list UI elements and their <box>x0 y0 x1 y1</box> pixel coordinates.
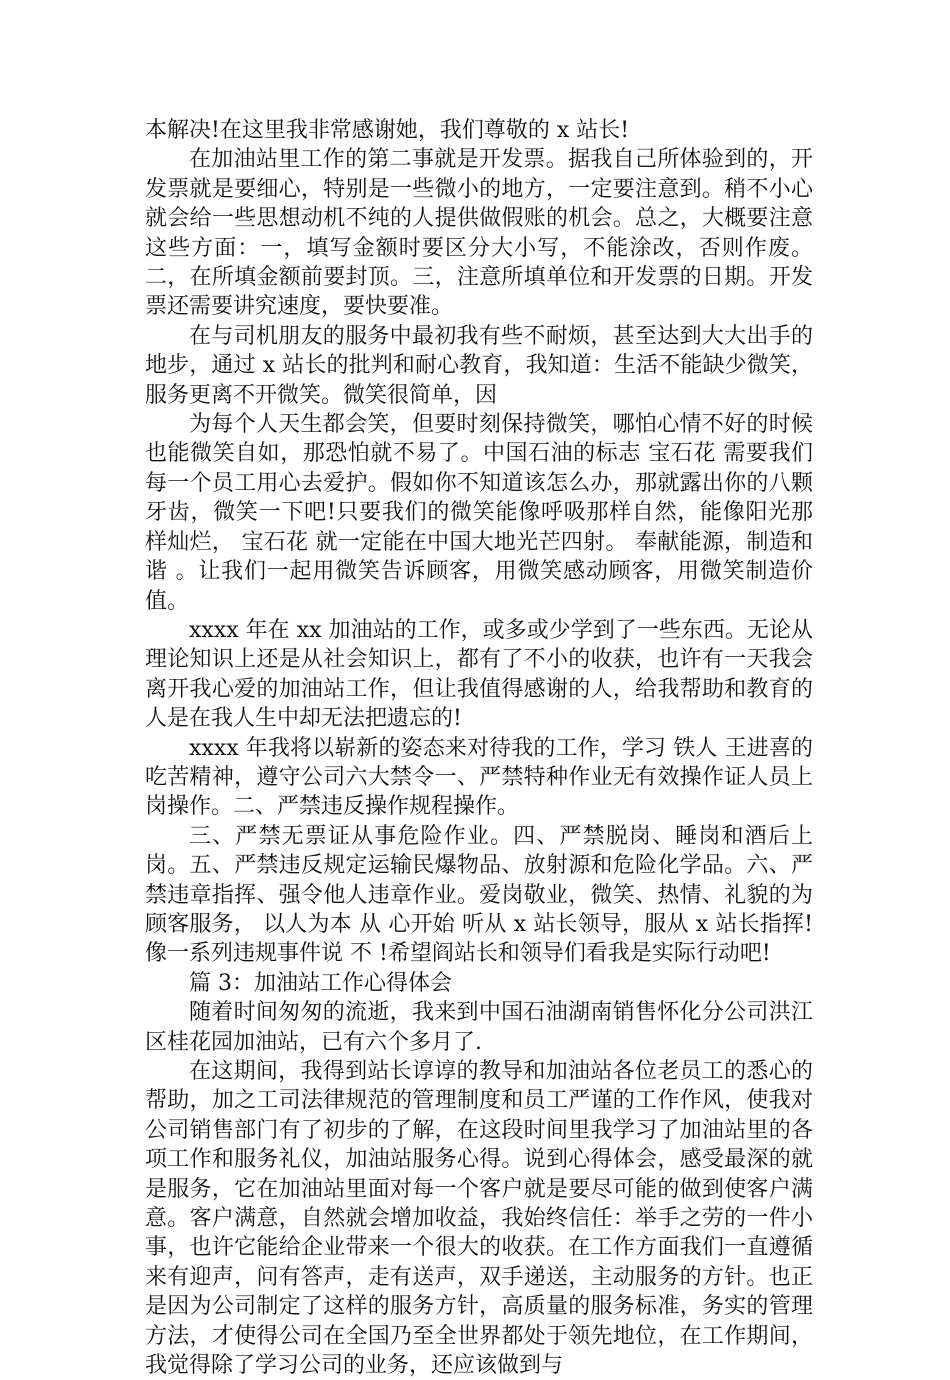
paragraph: 为每个人天生都会笑，但要时刻保持微笑，哪怕心情不好的时候也能微笑自如，那恐怕就不易了。中国石油的标志 宝石花 需要我们每一个员工用心去爱护。假如你不知道该怎么办，那就露出你的八颗牙齿，微笑一下吧!只要我们的微笑能像呼吸那样自然，能像阳光那样灿烂， 宝石花 就一定能在中国大地光芒四射。 奉献能源，制造和谐 。让我们一起用微笑告诉顾客，用微笑感动顾客，用微笑制造价值。 <box>145 412 813 614</box>
paragraph: 随着时间匆匆的流逝，我来到中国石油湖南销售怀化分公司洪江区桂花园加油站，已有六个多月了. <box>145 1000 813 1055</box>
document-body <box>145 116 813 1380</box>
paragraph: 在这期间，我得到站长谆谆的教导和加油站各位老员工的悉心的帮助，加之工司法律规范的管理制度和员工严谨的工作作风，使我对公司销售部门有了初步的了解，在这段时间里我学习了加油站里的各项工作和服务礼仪，加油站服务心得。说到心得体会，感受最深的就是服务，它在加油站里面对每一个客户就是要尽可能的做到使客户满意。客户满意，自然就会增加收益，我始终信任：举手之劳的一件小事，也许它能给企业带来一个很大的收获。在工作方面我们一直遵循来有迎声，问有答声，走有送声，双手递送，主动服务的方针。也正是因为公司制定了这样的服务方针，高质量的服务标准，务实的管理方法，才使得公司在全国乃至全世界都处于领先地位，在工作期间，我觉得除了学习公司的业务，还应该做到与 <box>145 1059 813 1379</box>
paragraph: 本解决!在这里我非常感谢她，我们尊敬的 x 站长! <box>145 118 630 143</box>
paragraph: xxxx 年我将以崭新的姿态来对待我的工作，学习 铁人 王进喜的吃苦精神，遵守公司六大禁令一、严禁特种作业无有效操作证人员上岗操作。二、严禁违反操作规程操作。 <box>145 735 813 820</box>
section-heading: 篇 3：加油站工作心得体会 <box>189 970 452 996</box>
paragraph: 在加油站里工作的第二事就是开发票。据我自己所体验到的，开发票就是要细心，特别是一些微小的地方，一定要注意到。稍不小心就会给一些思想动机不纯的人提供做假账的机会。总之，大概要注意这些方面：一，填写金额时要区分大小写，不能涂改，否则作废。二，在所填金额前要封顶。三，注意所填单位和开发票的日期。开发票还需要讲究速度，要快要准。 <box>145 147 813 320</box>
paragraph: 三、严禁无票证从事危险作业。四、严禁脱岗、睡岗和酒后上岗。五、严禁违反规定运输民爆物品、放射源和危险化学品。六、严禁违章指挥、强令他人违章作业。爱岗敬业，微笑、热情、礼貌的为顾客服务， 以人为本 从 心开始 听从 x 站长领导，服从 x 站长指挥!像一系列违规事件说 不 !希望阎站长和领导们看我是实际行动吧! <box>145 823 813 967</box>
paragraph: xxxx 年在 xx 加油站的工作，或多或少学到了一些东西。无论从理论知识上还是从社会知识上，都有了不小的收获，也许有一天我会离开我心爱的加油站工作，但让我值得感谢的人，给我帮助和教育的人是在我人生中却无法把遗忘的! <box>145 617 813 732</box>
paragraph: 在与司机朋友的服务中最初我有些不耐烦，甚至达到大大出手的地步，通过 x 站长的批判和耐心教育，我知道：生活不能缺少微笑，服务更离不开微笑。微笑很简单，因 <box>145 323 813 408</box>
